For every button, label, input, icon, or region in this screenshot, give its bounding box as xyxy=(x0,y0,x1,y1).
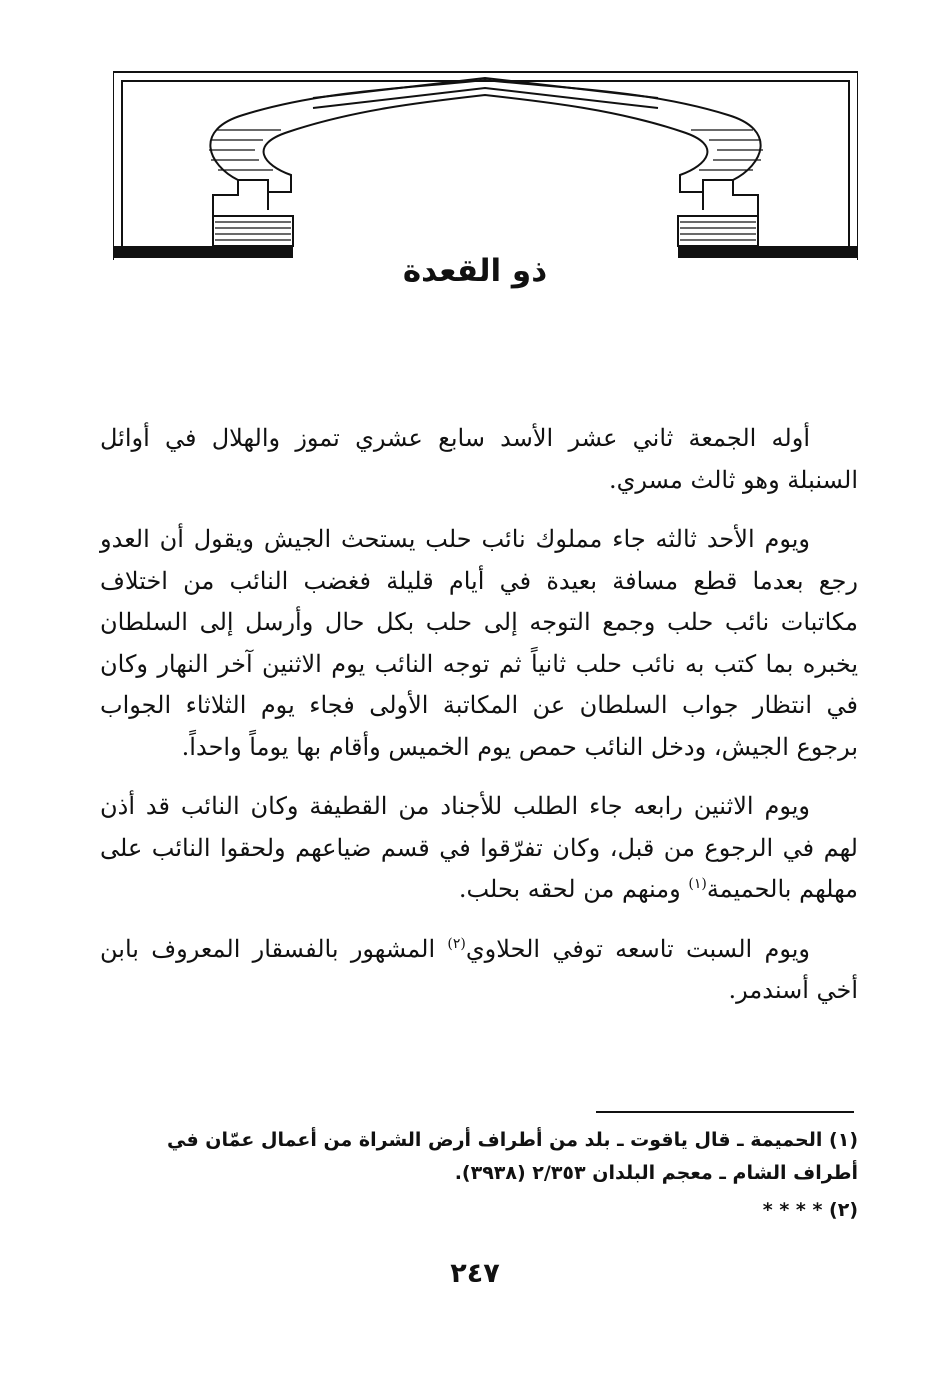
chapter-title: ذو القعدة xyxy=(402,253,548,289)
page-number: ٢٤٧ xyxy=(450,1258,500,1289)
paragraph: ويوم الأحد ثالثه جاء مملوك نائب حلب يستحث الجيش ويقول أن العدو رجع بعدما قطع مسافة بعيدة في أيام قليلة فغضب النائب من اختلاف مكاتبات نائب حلب وجمع التوجه إلى حلب بكل حال وأرسل إلى السلطان يخبره بما كتب به نائب حلب ثانياً ثم توجه النائب يوم الاثنين آخر النهار وكان في انتظار جواب السلطان عن المكاتبة الأولى فجاء يوم الثلاثاء الجواب برجوع الجيش، ودخل النائب حمص يوم الخميس وأقام بها يوماً واحداً. xyxy=(100,525,858,761)
footnote-reference[interactable]: (٢) xyxy=(447,935,466,952)
body-text xyxy=(100,418,858,1030)
paragraph-text: ويوم السبت تاسعه توفي الحلاوي xyxy=(465,934,810,963)
arch-ornament xyxy=(113,70,858,270)
paragraph xyxy=(100,786,858,911)
footnote-marker: (٢) xyxy=(829,1199,858,1221)
footnote-text: الحميمة ـ قال ياقوت ـ بلد من أطراف أرض الشراة من أعمال عمّان في أطراف الشام ـ معجم البلدان ٢/٣٥٣ (٣٩٣٨). xyxy=(167,1129,858,1184)
paragraph: أوله الجمعة ثاني عشر الأسد سابع عشري تموز والهلال في أوائل السنبلة وهو ثالث مسري. xyxy=(100,424,858,494)
paragraph xyxy=(100,929,858,1012)
footnotes xyxy=(100,1124,858,1231)
footnote-marker: (١) xyxy=(829,1129,858,1151)
paragraph-text: ويوم الاثنين رابعه جاء الطلب للأجناد من القطيفة وكان النائب قد أذن لهم في الرجوع من قبل، وكان تفرّقوا في قسم ضياعهم ولحقوا النائب على مهلهم بالحميمة xyxy=(100,792,858,903)
footnote xyxy=(100,1194,858,1227)
paragraph-text: ومنهم من لحقه بحلب. xyxy=(458,875,689,903)
footnote-text: * * * * xyxy=(762,1199,823,1221)
footnote-reference[interactable]: (١) xyxy=(688,876,707,892)
paragraph-text: المشهور بالفسقار المعروف بابن أخي أسندمر. xyxy=(100,934,858,1004)
footnote-divider xyxy=(596,1111,854,1113)
footnote xyxy=(100,1124,858,1190)
